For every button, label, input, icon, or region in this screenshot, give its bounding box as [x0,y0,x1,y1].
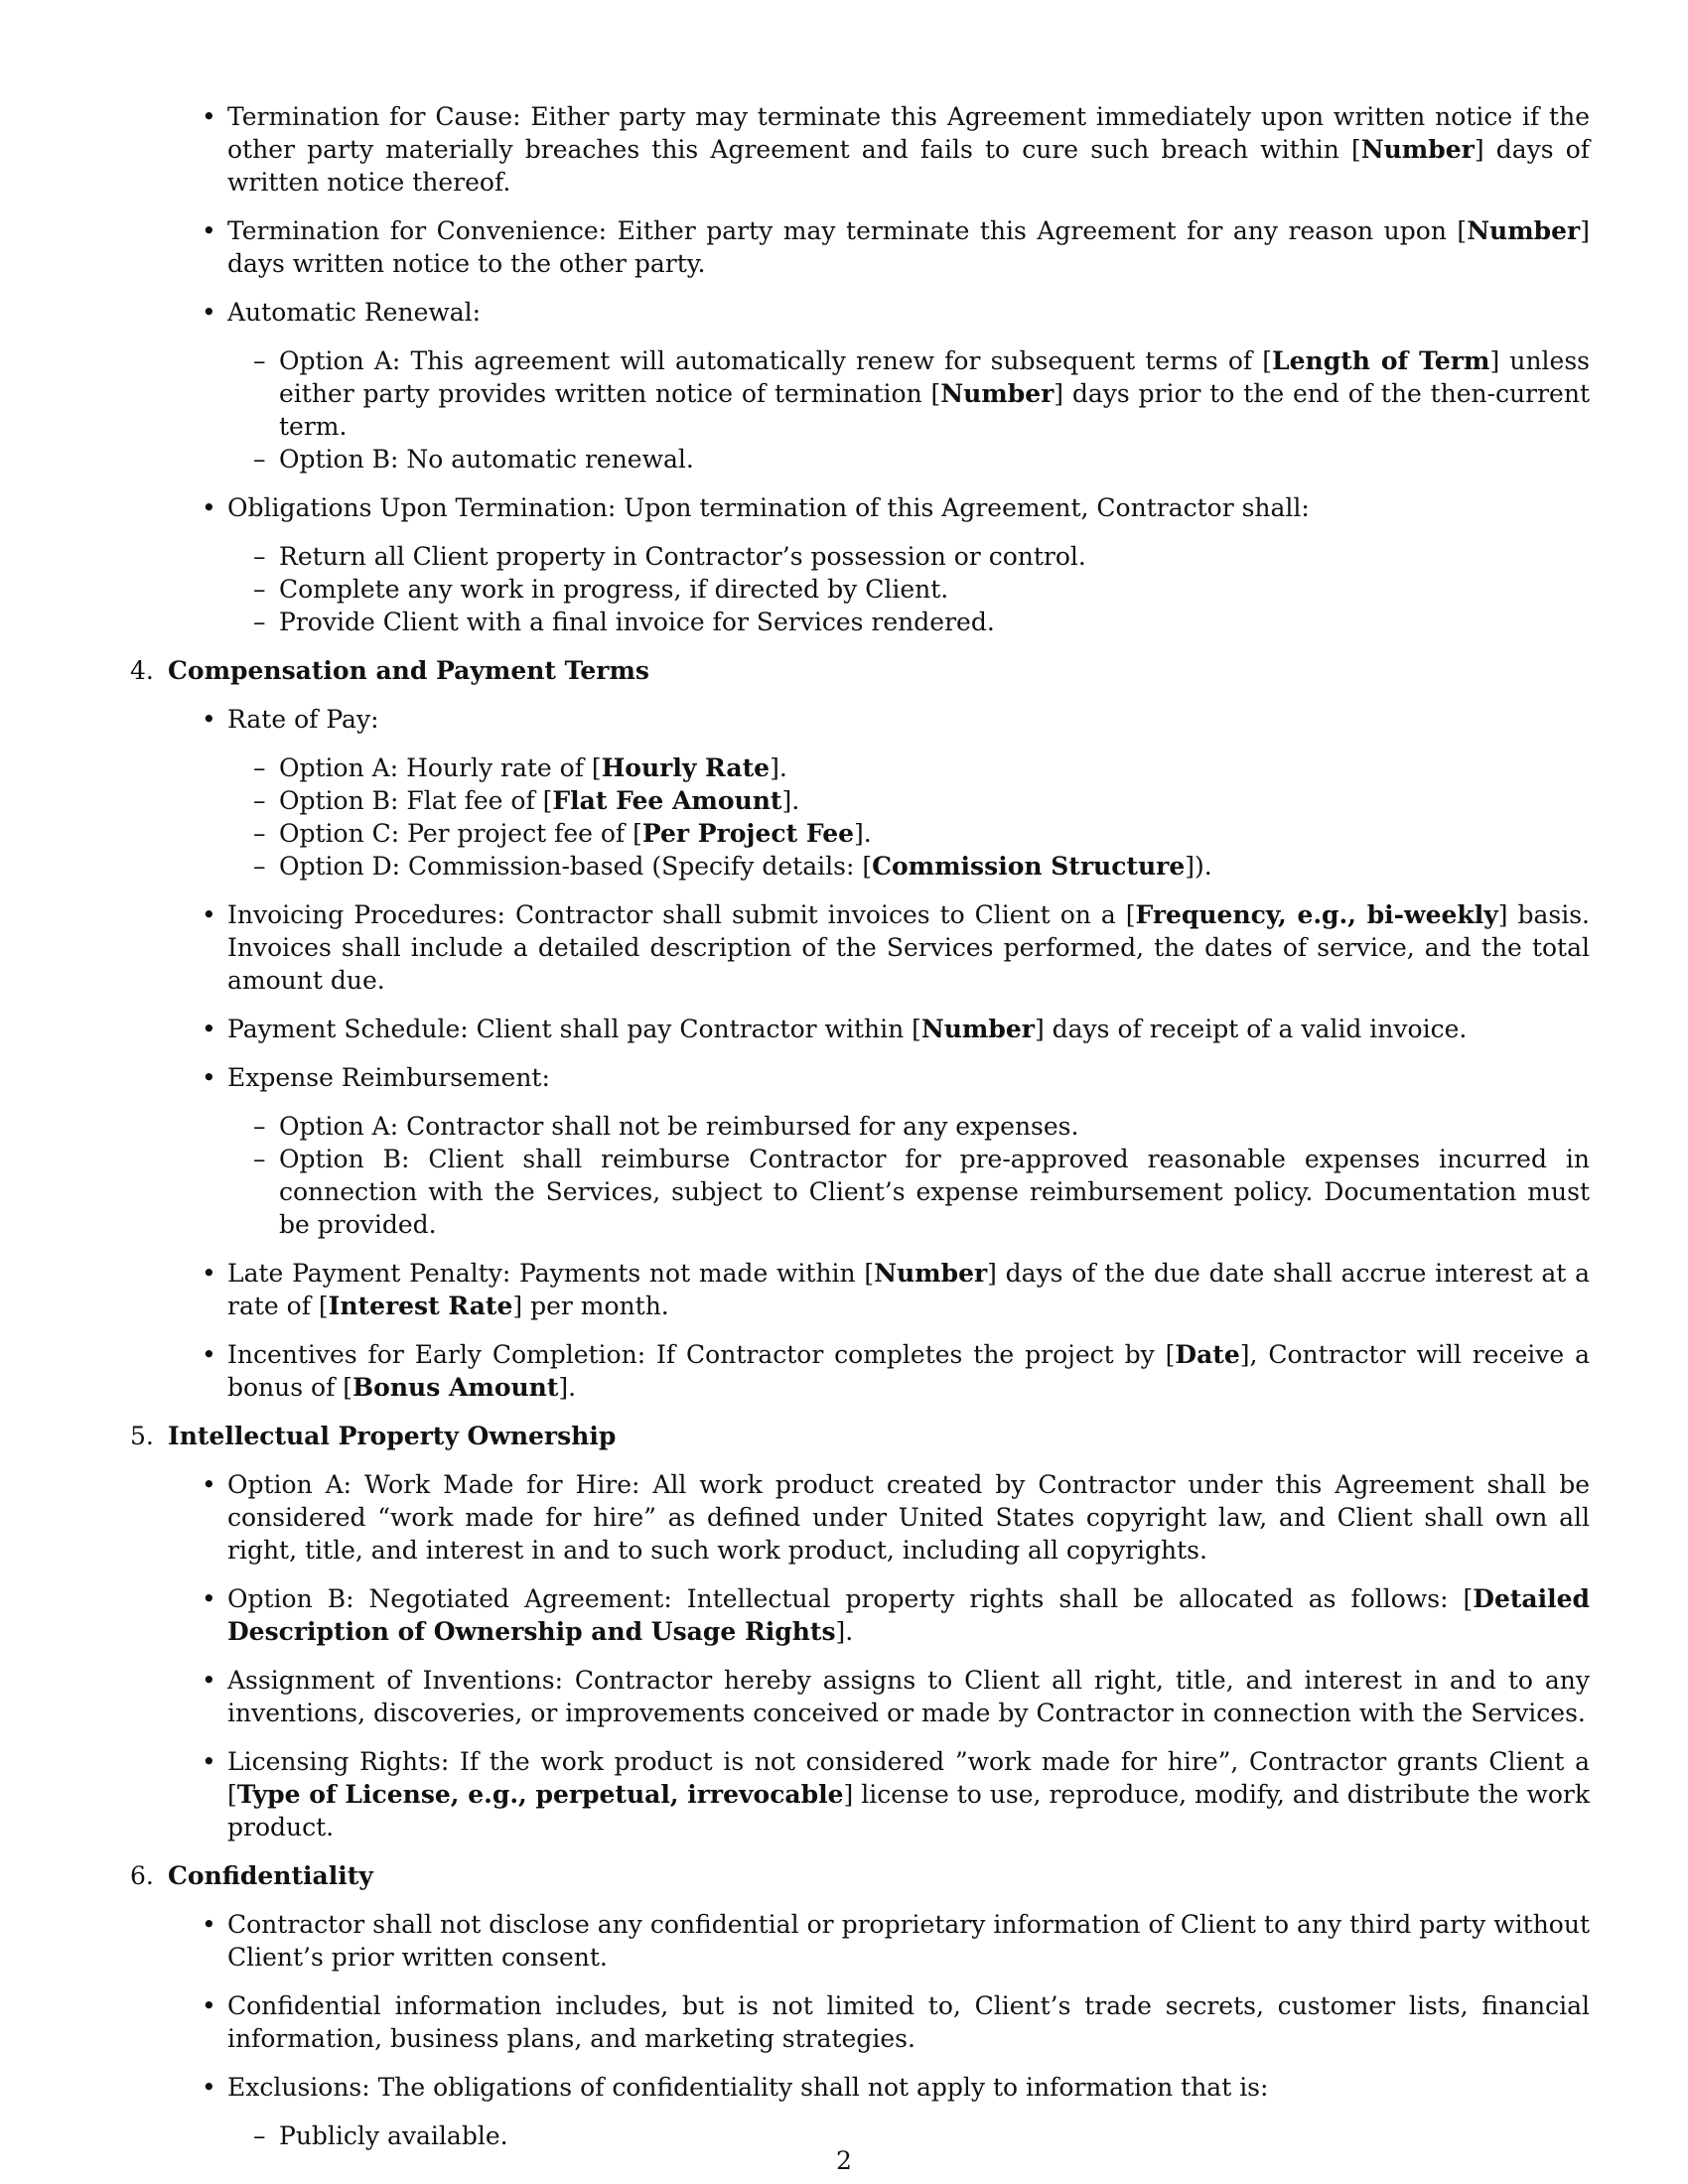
renewal-options [227,344,1590,476]
rate-option-b: – Option B: Flat fee of [Flat Fee Amount]. [227,784,1590,817]
obligation-item: – Complete any work in progress, if directed by Client. [227,573,1590,606]
payment-schedule: • Payment Schedule: Client shall pay Contractor within [Number] days of receipt of a valid invoice. [130,1013,1590,1045]
confidentiality-item: • Confidential information includes, but is not limited to, Client’s trade secrets, customer lists, financial information, business plans, and marketing strategies. [130,1989,1590,2055]
invoicing-procedures: • Invoicing Procedures: Contractor shall submit invoices to Client on a [Frequency, e.g., bi-weekly] basis. Invoices shall include a detailed description of the Services performed, the dates of service, and the total amount due. [130,898,1590,997]
obligation-item: – Return all Client property in Contractor’s possession or control. [227,540,1590,573]
confidentiality-item: • Contractor shall not disclose any confidential or proprietary information of Client to any third party without Client’s prior written consent. [130,1908,1590,1974]
expense-options [227,1110,1590,1241]
exclusion-item: – Publicly available. [227,2119,1590,2152]
automatic-renewal: • Automatic Renewal: – Option A: This agreement will automatically renew for subsequent terms of [Length of Term] unless either party provides written notice of termination [Number] days prior to the end of the then-current term. – Option B: No automatic renewal. [130,296,1590,476]
ip-option-a: • Option A: Work Made for Hire: All work product created by Contractor under this Agreement shall be considered “work made for hire” as defined under United States copyright law, and Client shall own all right, title, and interest in and to such work product, including all copyrights. [130,1468,1590,1567]
obligations-list [227,540,1590,638]
termination-for-cause: • Termination for Cause: Either party may terminate this Agreement immediately upon written notice if the other party materially breaches this Agreement and fails to cure such breach within [Number] days of written notice thereof. [130,100,1590,199]
document-body [130,100,1590,2168]
rate-options [227,751,1590,883]
ip-option-b: • Option B: Negotiated Agreement: Intellectual property rights shall be allocated as follows: [Detailed Description of Ownership and Usage Rights]. [130,1582,1590,1648]
renewal-option-b: – Option B: No automatic renewal. [227,443,1590,476]
expense-reimbursement: • Expense Reimbursement: – Option A: Contractor shall not be reimbursed for any expenses. – Option B: Client shall reimburse Contractor for pre-approved reasonable expenses incurred in connection with the Services, subject to Client’s expense reimbursement policy. Documentation must be provided. [130,1061,1590,1241]
renewal-option-a: – Option A: This agreement will automatically renew for subsequent terms of [Length of Term] unless either party provides written notice of termination [Number] days prior to the end of the then-current term. [227,344,1590,443]
rate-option-c: – Option C: Per project fee of [Per Project Fee]. [227,817,1590,850]
late-payment-penalty: • Late Payment Penalty: Payments not made within [Number] days of the due date shall accrue interest at a rate of [Interest Rate] per month. [130,1257,1590,1322]
section-heading-4: 4. Compensation and Payment Terms [130,656,649,685]
page-number: 2 [836,2146,852,2175]
rate-option-d: – Option D: Commission-based (Specify details: [Commission Structure]). [227,850,1590,883]
section-heading-6: 6. Confidentiality [130,1861,373,1890]
licensing-rights: • Licensing Rights: If the work product is not considered ”work made for hire”, Contractor grants Client a [Type of License, e.g., perpetual, irrevocable] license to use, reproduce, modify, and distribute the work product. [130,1745,1590,1843]
confidentiality-exclusions: • Exclusions: The obligations of confidentiality shall not apply to information that is: – Publicly available. [130,2071,1590,2152]
obligation-item: – Provide Client with a final invoice for Services rendered. [227,606,1590,638]
expense-option-a: – Option A: Contractor shall not be reimbursed for any expenses. [227,1110,1590,1143]
rate-of-pay: • Rate of Pay: – Option A: Hourly rate of [Hourly Rate]. – Option B: Flat fee of [Flat Fee Amount]. – Option C: Per project fee of [Per Project Fee]. – Option D: Commission-based (Specify details: [Commission Structure]). [130,703,1590,883]
assignment-of-inventions: • Assignment of Inventions: Contractor hereby assigns to Client all right, title, and interest in and to any inventions, discoveries, or improvements conceived or made by Contractor in connection with the Services. [130,1664,1590,1729]
section-heading-5: 5. Intellectual Property Ownership [130,1422,617,1450]
termination-for-convenience: • Termination for Convenience: Either party may terminate this Agreement for any reason upon [Number] days written notice to the other party. [130,214,1590,280]
expense-option-b: – Option B: Client shall reimburse Contractor for pre-approved reasonable expenses incurred in connection with the Services, subject to Client’s expense reimbursement policy. Documentation must be provided. [227,1143,1590,1241]
rate-option-a: – Option A: Hourly rate of [Hourly Rate]. [227,751,1590,784]
early-completion-incentive: • Incentives for Early Completion: If Contractor completes the project by [Date], Contractor will receive a bonus of [Bonus Amount]. [130,1338,1590,1404]
obligations-upon-termination: • Obligations Upon Termination: Upon termination of this Agreement, Contractor shall: – Return all Client property in Contractor’s possession or control. – Complete any work in progress, if directed by Client. – Provide Client with a final invoice for Services rendered. [130,491,1590,638]
